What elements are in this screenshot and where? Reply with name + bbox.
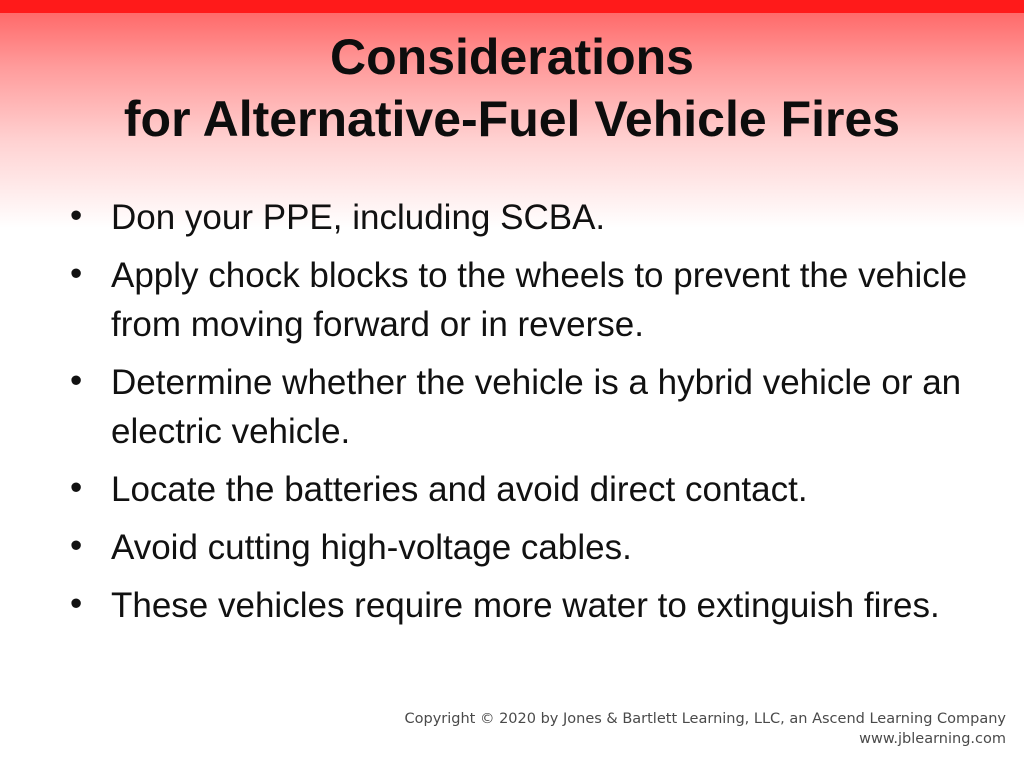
bullet-text-2: Apply chock blocks to the wheels to prevent the vehicle from moving forward or in reverse.	[111, 256, 968, 344]
copyright-text: Copyright © 2020 by Jones & Bartlett Learning, LLC, an Ascend Learning Company	[404, 711, 1006, 727]
copyright-footer	[405, 709, 1006, 749]
bullet-text-6: These vehicles require more water to extinguish fires.	[111, 586, 940, 625]
bullet-item-6	[70, 581, 970, 630]
bullet-text-3: Determine whether the vehicle is a hybrid vehicle or an electric vehicle.	[111, 363, 962, 451]
bullet-marker: •	[70, 468, 83, 507]
title-line-1: Considerations	[330, 29, 694, 85]
bullet-item-5	[70, 523, 970, 572]
title-line-2: for Alternative-Fuel Vehicle Fires	[123, 91, 901, 147]
slide-title	[0, 26, 1024, 150]
bullet-marker: •	[70, 361, 83, 400]
bullet-marker: •	[70, 584, 83, 623]
website-text: www.jblearning.com	[859, 731, 1006, 747]
bullet-marker: •	[70, 526, 83, 565]
bullet-list	[70, 193, 970, 639]
bullet-marker: •	[70, 196, 83, 235]
bullet-text-5: Avoid cutting high-voltage cables.	[111, 528, 632, 567]
bullet-item-4	[70, 465, 970, 514]
top-accent-bar	[0, 0, 1024, 13]
bullet-item-2	[70, 251, 970, 349]
bullet-text-1: Don your PPE, including SCBA.	[111, 198, 606, 237]
bullet-text-4: Locate the batteries and avoid direct contact.	[111, 470, 808, 509]
bullet-item-1	[70, 193, 970, 242]
bullet-item-3	[70, 358, 970, 456]
bullet-marker: •	[70, 254, 83, 293]
